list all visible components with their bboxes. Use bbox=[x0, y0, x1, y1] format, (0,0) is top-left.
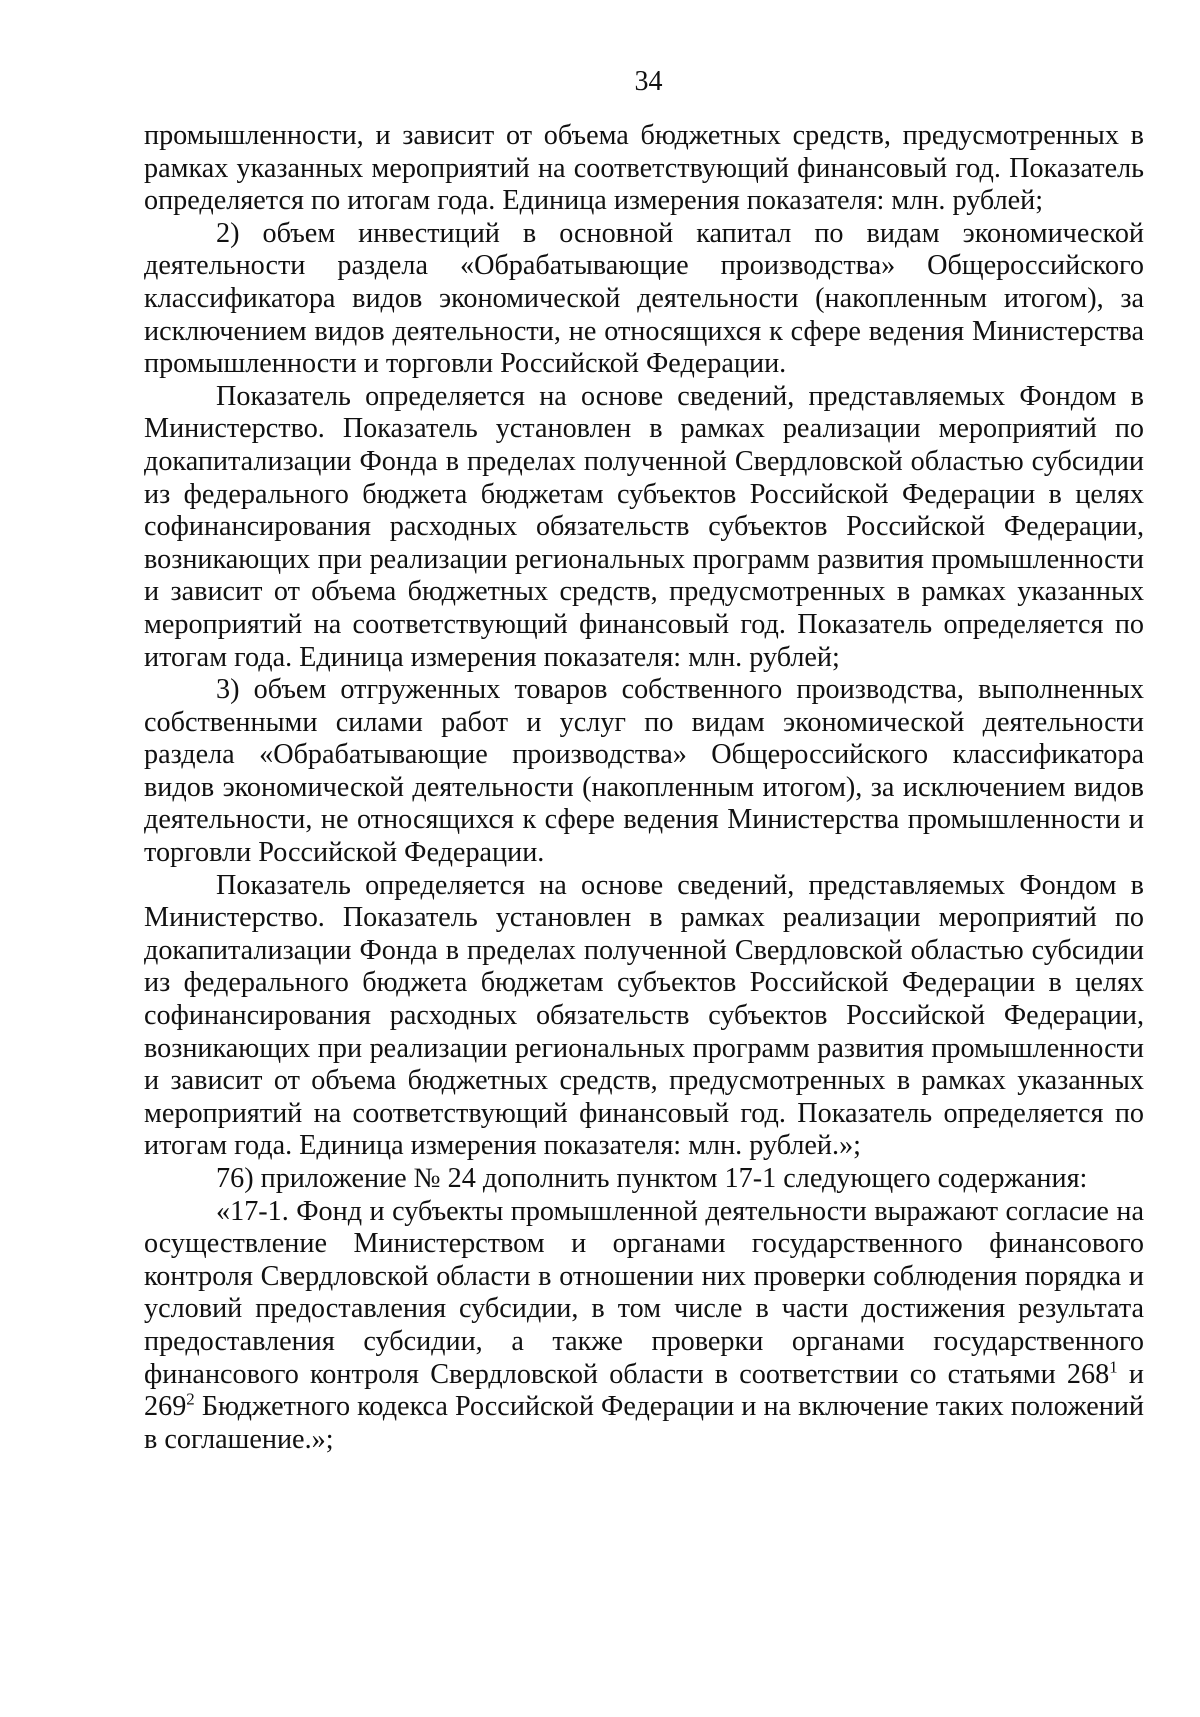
superscript-1: 1 bbox=[1109, 1357, 1118, 1377]
paragraph-7-text-b: и 269 bbox=[144, 1358, 1144, 1423]
superscript-2: 2 bbox=[186, 1389, 195, 1409]
paragraph-7 bbox=[144, 1196, 1144, 1457]
paragraph-2: 2) объем инвестиций в основной капитал по видам экономической деятельности раздела «Обрабатывающие производства» Общероссийского классификатора видов экономической деятельности (накопленным итогом), за исключением видов деятельности, не относящихся к сфере ведения Министерства промышленности и торговли Российской Федерации. bbox=[144, 217, 1144, 380]
paragraph-7-text-c: Бюджетного кодекса Российской Федерации и на включение таких положений в соглашение.»; bbox=[144, 1391, 1144, 1455]
paragraph-6: 76) приложение № 24 дополнить пунктом 17-1 следующего содержания: bbox=[216, 1163, 1088, 1194]
paragraph-1: промышленности, и зависит от объема бюджетных средств, предусмотренных в рамках указанных мероприятий на соответствующий финансовый год. Показатель определяется по итогам года. Единица измерения показателя: млн. рублей; bbox=[144, 120, 1144, 217]
paragraph-7-text-a: «17-1. Фонд и субъекты промышленной деятельности выражают согласие на осуществление Министерством и органами государственного финансового контроля Свердловской области в отношении них проверки соблюдения порядка и условий предоставления субсидии, в том числе в части достижения результата предоставления субсидии, а также проверки органами государственного финансового контроля Свердловской области в соответствии со статьями 268 bbox=[144, 1195, 1144, 1390]
paragraph-4: 3) объем отгруженных товаров собственного производства, выполненных собственными силами работ и услуг по видам экономической деятельности раздела «Обрабатывающие производства» Общероссийского классификатора видов экономической деятельности (накопленным итогом), за исключением видов деятельности, не относящихся к сфере ведения Министерства промышленности и торговли Российской Федерации. bbox=[144, 674, 1144, 869]
page-number: 34 bbox=[634, 66, 663, 97]
paragraph-5: Показатель определяется на основе сведений, представляемых Фондом в Министерство. Показатель установлен в рамках реализации мероприятий по докапитализации Фонда в пределах полученной Свердловской областью субсидии из федерального бюджета бюджетам субъектов Российской Федерации в целях софинансирования расходных обязательств субъектов Российской Федерации, возникающих при реализации региональных программ развития промышленности и зависит от объема бюджетных средств, предусмотренных в рамках указанных мероприятий на соответствующий финансовый год. Показатель определяется по итогам года. Единица измерения показателя: млн. рублей.»; bbox=[144, 869, 1144, 1162]
paragraph-3: Показатель определяется на основе сведений, представляемых Фондом в Министерство. Показатель установлен в рамках реализации мероприятий по докапитализации Фонда в пределах полученной Свердловской областью субсидии из федерального бюджета бюджетам субъектов Российской Федерации в целях софинансирования расходных обязательств субъектов Российской Федерации, возникающих при реализации региональных программ развития промышленности и зависит от объема бюджетных средств, предусмотренных в рамках указанных мероприятий на соответствующий финансовый год. Показатель определяется по итогам года. Единица измерения показателя: млн. рублей; bbox=[144, 380, 1144, 673]
document-body bbox=[144, 120, 1144, 1456]
